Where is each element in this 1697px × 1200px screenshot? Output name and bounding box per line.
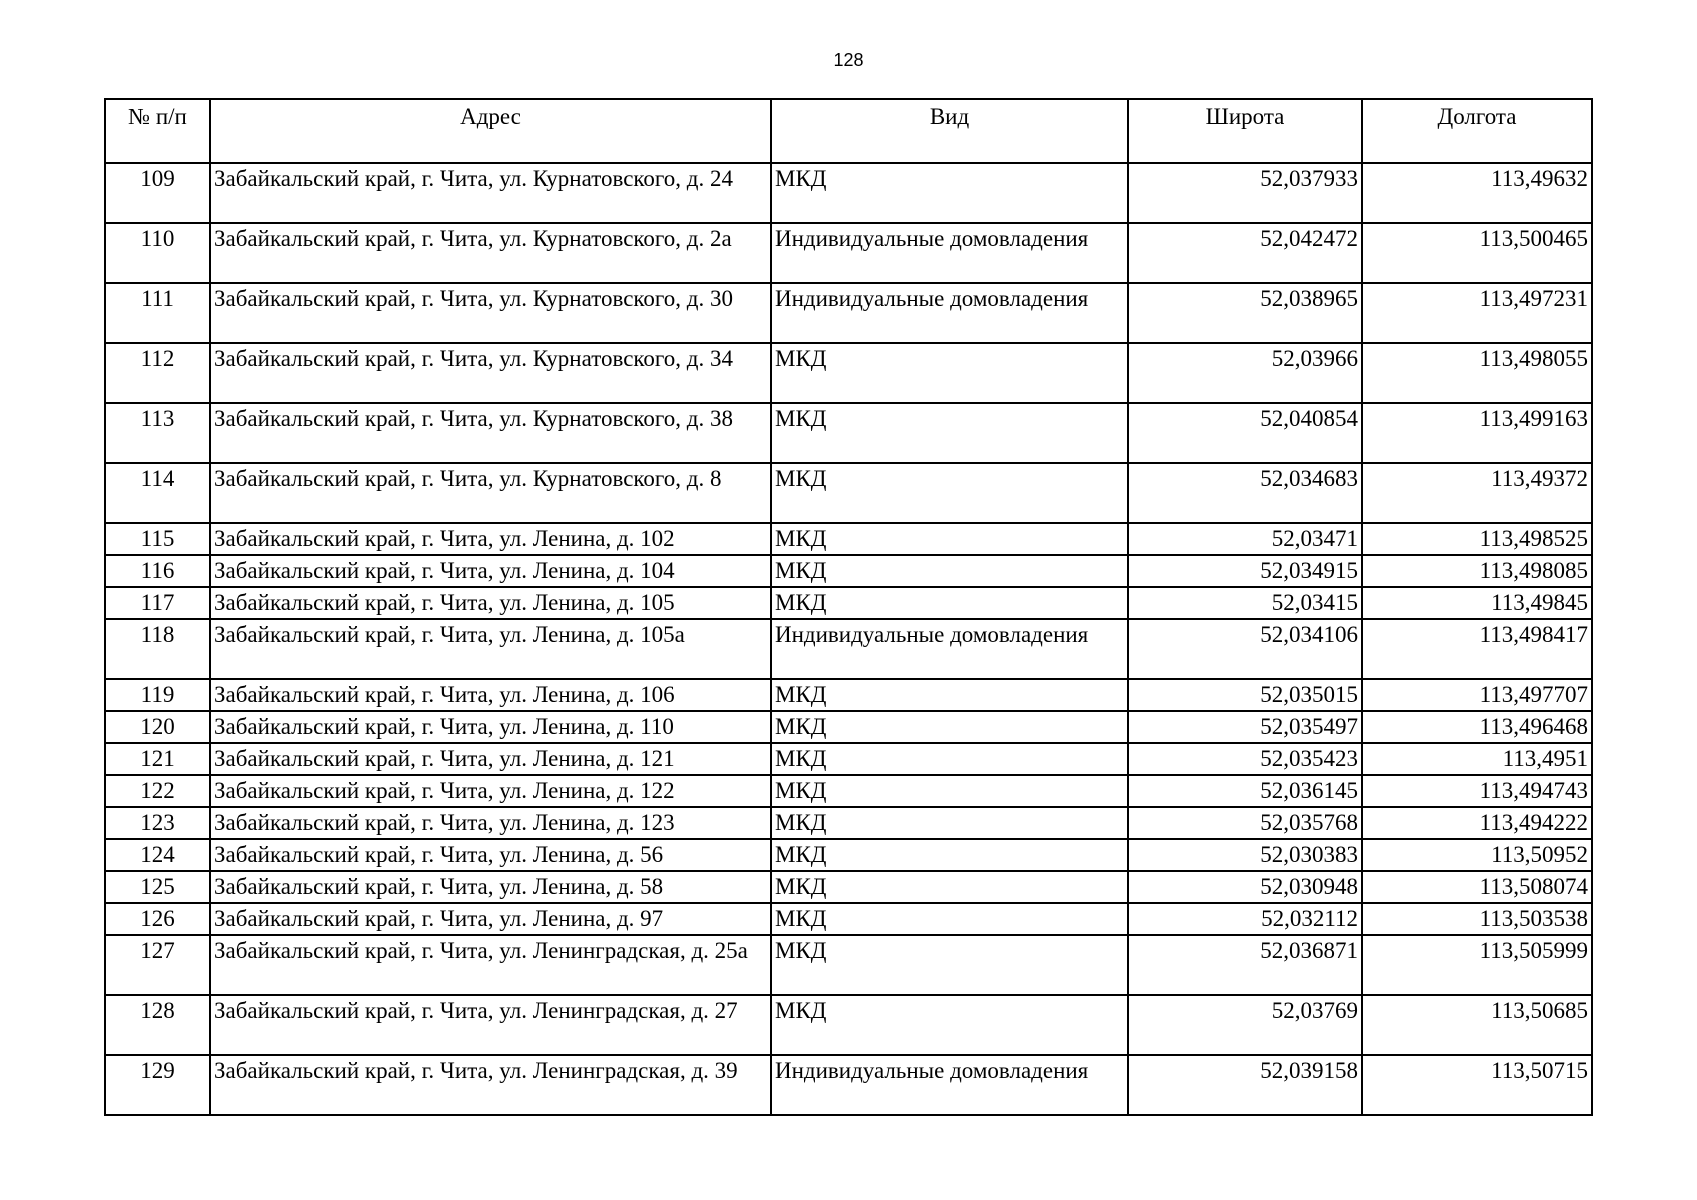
table-row [105,587,1592,619]
row-longitude: 113,500465 [1362,223,1592,283]
row-latitude: 52,034106 [1128,619,1362,679]
row-latitude: 52,030948 [1128,871,1362,903]
table-row [105,463,1592,523]
row-kind: МКД [771,743,1128,775]
column-header-longitude: Долгота [1362,99,1592,163]
row-number: 109 [105,163,210,223]
row-number: 113 [105,403,210,463]
row-latitude: 52,032112 [1128,903,1362,935]
row-longitude: 113,498085 [1362,555,1592,587]
row-address: Забайкальский край, г. Чита, ул. Ленинградская, д. 25а [210,935,771,995]
row-address: Забайкальский край, г. Чита, ул. Ленинградская, д. 27 [210,995,771,1055]
row-longitude: 113,499163 [1362,403,1592,463]
row-number: 118 [105,619,210,679]
table-body [105,163,1592,1115]
row-kind: МКД [771,587,1128,619]
row-number: 119 [105,679,210,711]
row-longitude: 113,4951 [1362,743,1592,775]
row-address: Забайкальский край, г. Чита, ул. Ленина, д. 106 [210,679,771,711]
row-kind: МКД [771,839,1128,871]
row-latitude: 52,034915 [1128,555,1362,587]
row-number: 114 [105,463,210,523]
row-number: 121 [105,743,210,775]
row-latitude: 52,035768 [1128,807,1362,839]
row-longitude: 113,505999 [1362,935,1592,995]
row-number: 126 [105,903,210,935]
row-kind: МКД [771,463,1128,523]
address-table [104,98,1593,1116]
column-header-num: № п/п [105,99,210,163]
row-kind: МКД [771,343,1128,403]
row-address: Забайкальский край, г. Чита, ул. Ленина, д. 110 [210,711,771,743]
row-number: 120 [105,711,210,743]
table-row [105,343,1592,403]
row-number: 122 [105,775,210,807]
row-longitude: 113,49845 [1362,587,1592,619]
row-longitude: 113,49632 [1362,163,1592,223]
row-number: 123 [105,807,210,839]
row-longitude: 113,494222 [1362,807,1592,839]
table-row [105,223,1592,283]
row-longitude: 113,50685 [1362,995,1592,1055]
row-longitude: 113,508074 [1362,871,1592,903]
row-longitude: 113,497231 [1362,283,1592,343]
row-number: 117 [105,587,210,619]
table-row [105,807,1592,839]
table-row [105,283,1592,343]
row-kind: МКД [771,871,1128,903]
table-row [105,1055,1592,1115]
row-latitude: 52,03471 [1128,523,1362,555]
row-longitude: 113,498055 [1362,343,1592,403]
row-address: Забайкальский край, г. Чита, ул. Ленина, д. 105 [210,587,771,619]
row-number: 110 [105,223,210,283]
table-row [105,775,1592,807]
row-latitude: 52,042472 [1128,223,1362,283]
row-kind: МКД [771,679,1128,711]
row-latitude: 52,030383 [1128,839,1362,871]
column-header-latitude: Широта [1128,99,1362,163]
row-address: Забайкальский край, г. Чита, ул. Курнатовского, д. 2а [210,223,771,283]
row-kind: МКД [771,555,1128,587]
column-header-address: Адрес [210,99,771,163]
table-row [105,163,1592,223]
table-header [105,99,1592,163]
row-kind: МКД [771,807,1128,839]
row-longitude: 113,50952 [1362,839,1592,871]
row-address: Забайкальский край, г. Чита, ул. Курнатовского, д. 8 [210,463,771,523]
row-longitude: 113,503538 [1362,903,1592,935]
row-address: Забайкальский край, г. Чита, ул. Ленина, д. 56 [210,839,771,871]
row-address: Забайкальский край, г. Чита, ул. Ленина, д. 122 [210,775,771,807]
row-number: 128 [105,995,210,1055]
column-header-kind: Вид [771,99,1128,163]
row-kind: Индивидуальные домовладения [771,223,1128,283]
row-address: Забайкальский край, г. Чита, ул. Курнатовского, д. 24 [210,163,771,223]
table-row [105,619,1592,679]
row-number: 116 [105,555,210,587]
row-number: 124 [105,839,210,871]
row-kind: Индивидуальные домовладения [771,283,1128,343]
row-latitude: 52,035497 [1128,711,1362,743]
row-longitude: 113,494743 [1362,775,1592,807]
row-address: Забайкальский край, г. Чита, ул. Ленина, д. 102 [210,523,771,555]
page-number: 128 [833,50,864,70]
row-latitude: 52,034683 [1128,463,1362,523]
row-longitude: 113,496468 [1362,711,1592,743]
table-row [105,871,1592,903]
row-kind: МКД [771,935,1128,995]
row-address: Забайкальский край, г. Чита, ул. Ленина, д. 123 [210,807,771,839]
row-latitude: 52,040854 [1128,403,1362,463]
row-kind: МКД [771,163,1128,223]
row-number: 111 [105,283,210,343]
row-latitude: 52,03966 [1128,343,1362,403]
row-kind: МКД [771,995,1128,1055]
row-longitude: 113,498525 [1362,523,1592,555]
row-longitude: 113,50715 [1362,1055,1592,1115]
row-latitude: 52,036871 [1128,935,1362,995]
row-latitude: 52,035423 [1128,743,1362,775]
row-number: 115 [105,523,210,555]
row-number: 112 [105,343,210,403]
row-kind: МКД [771,403,1128,463]
row-address: Забайкальский край, г. Чита, ул. Ленина, д. 97 [210,903,771,935]
row-number: 127 [105,935,210,995]
table-row [105,903,1592,935]
row-latitude: 52,039158 [1128,1055,1362,1115]
row-longitude: 113,498417 [1362,619,1592,679]
table-row [105,523,1592,555]
row-latitude: 52,035015 [1128,679,1362,711]
row-kind: МКД [771,903,1128,935]
table-row [105,743,1592,775]
row-address: Забайкальский край, г. Чита, ул. Ленина, д. 104 [210,555,771,587]
table-row [105,555,1592,587]
row-address: Забайкальский край, г. Чита, ул. Ленина, д. 58 [210,871,771,903]
table-row [105,995,1592,1055]
row-latitude: 52,037933 [1128,163,1362,223]
row-kind: Индивидуальные домовладения [771,619,1128,679]
row-kind: МКД [771,775,1128,807]
row-address: Забайкальский край, г. Чита, ул. Курнатовского, д. 38 [210,403,771,463]
row-address: Забайкальский край, г. Чита, ул. Ленина, д. 121 [210,743,771,775]
row-longitude: 113,49372 [1362,463,1592,523]
table-row [105,839,1592,871]
row-address: Забайкальский край, г. Чита, ул. Ленина, д. 105а [210,619,771,679]
table-row [105,403,1592,463]
row-kind: Индивидуальные домовладения [771,1055,1128,1115]
row-address: Забайкальский край, г. Чита, ул. Ленинградская, д. 39 [210,1055,771,1115]
row-latitude: 52,038965 [1128,283,1362,343]
row-address: Забайкальский край, г. Чита, ул. Курнатовского, д. 34 [210,343,771,403]
row-latitude: 52,03415 [1128,587,1362,619]
row-longitude: 113,497707 [1362,679,1592,711]
row-number: 129 [105,1055,210,1115]
row-kind: МКД [771,523,1128,555]
row-number: 125 [105,871,210,903]
table-row [105,935,1592,995]
row-latitude: 52,036145 [1128,775,1362,807]
table-row [105,679,1592,711]
row-address: Забайкальский край, г. Чита, ул. Курнатовского, д. 30 [210,283,771,343]
table-row [105,711,1592,743]
row-latitude: 52,03769 [1128,995,1362,1055]
row-kind: МКД [771,711,1128,743]
